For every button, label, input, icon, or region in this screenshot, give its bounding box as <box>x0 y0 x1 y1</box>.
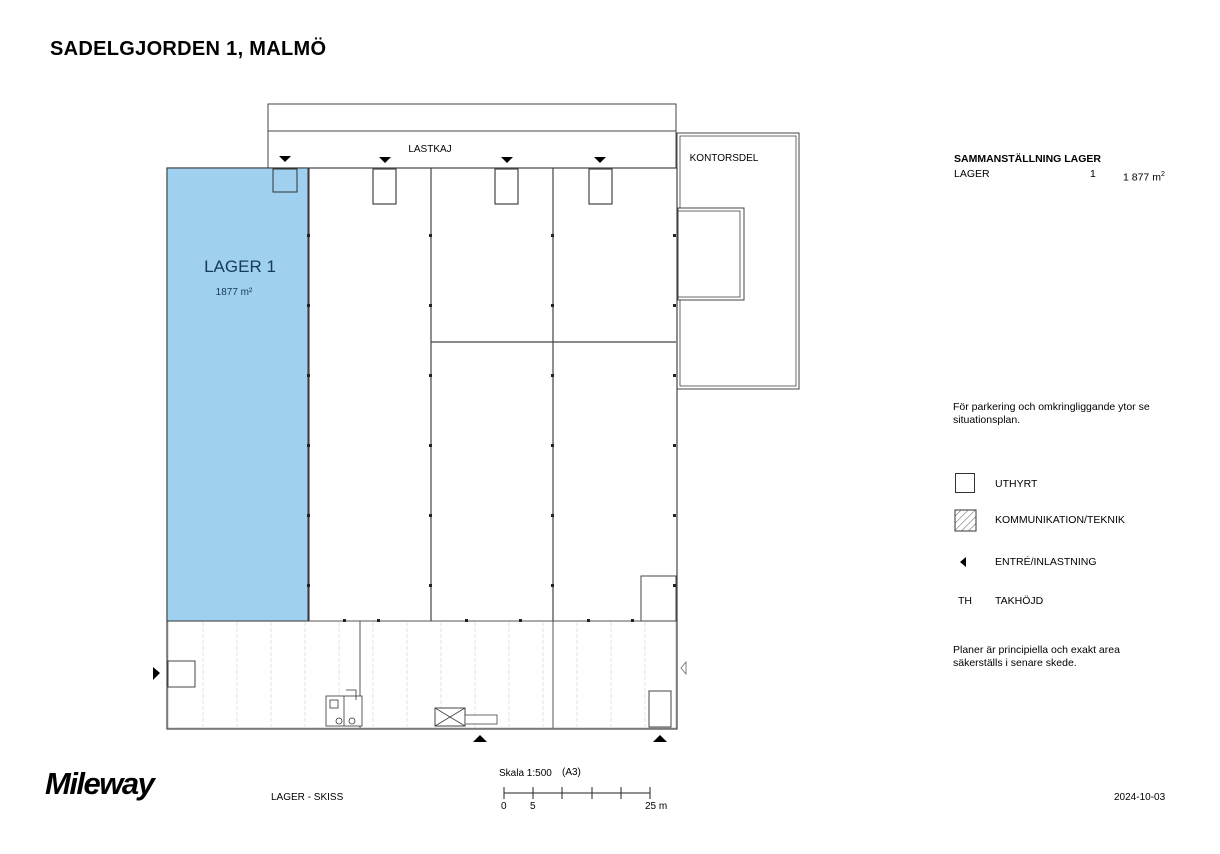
summary-row-area <box>1123 168 1165 185</box>
legend-entre-label: ENTRÉ/INLASTNING <box>995 556 1097 568</box>
lager-1-area[interactable] <box>167 168 308 621</box>
date-label: 2024-10-03 <box>1114 792 1166 803</box>
plans-disclaimer: Planer är principiella och exakt area säkerställs i senare skede. <box>953 644 1120 669</box>
office-annex <box>678 208 744 300</box>
summary-row-area-unit: 2 <box>1160 171 1165 178</box>
lastkaj-label: LASTKAJ <box>408 144 452 155</box>
page-title: SADELGJORDEN 1, MALMÖ <box>50 38 327 60</box>
lager-1-label: LAGER 1 <box>204 257 276 276</box>
entrance-outline-icon <box>681 662 686 674</box>
scale-bar <box>504 787 650 799</box>
summary-row-count: 1 <box>1090 168 1096 180</box>
legend-kommunikation-label: KOMMUNIKATION/TEKNIK <box>995 514 1125 526</box>
summary-heading: SAMMANSTÄLLNING LAGER <box>954 153 1101 165</box>
entrance-arrow-icon <box>653 735 667 742</box>
paper-size-label: (A3) <box>562 767 581 778</box>
summary-row <box>954 168 1174 182</box>
scale-tick-0: 0 <box>501 801 507 812</box>
mileway-logo: Mileway <box>45 766 154 801</box>
parking-note: För parkering och omkringliggande ytor se situationsplan. <box>953 401 1150 426</box>
scale-tick-5: 5 <box>530 801 536 812</box>
lager-1-area-value: 1877 m² <box>215 287 253 298</box>
legend-th-symbol: TH <box>958 595 972 607</box>
summary-row-area-value: 1 877 m <box>1123 171 1161 184</box>
scale-tick-25: 25 m <box>645 801 668 812</box>
entrance-arrow-icon <box>473 735 487 742</box>
sheet-label: LAGER - SKISS <box>271 792 344 803</box>
legend-uthyrt-label: UTHYRT <box>995 478 1038 490</box>
triangle-arrow-icon <box>960 557 966 567</box>
summary-row-name: LAGER <box>954 168 990 180</box>
loading-dock <box>268 104 676 168</box>
hatched-box-icon <box>955 510 976 531</box>
scale-label: Skala 1:500 <box>499 768 552 779</box>
kontorsdel-label: KONTORSDEL <box>689 153 759 164</box>
empty-box-icon <box>955 473 975 493</box>
entrance-arrow-icon <box>153 667 160 680</box>
legend-takhojd-label: TAKHÖJD <box>995 595 1044 607</box>
